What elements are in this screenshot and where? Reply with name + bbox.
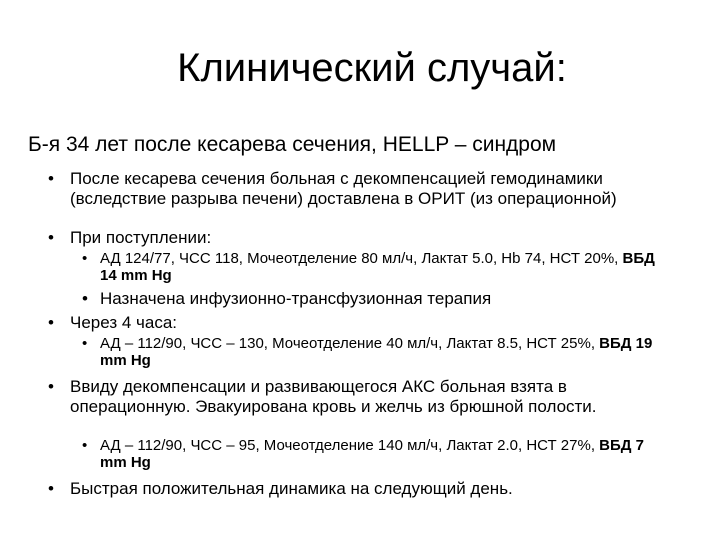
vitals-text: АД – 112/90, ЧСС – 130, Мочеотделение 40 мл/ч, Лактат 8.5, НСТ 25%, — [100, 335, 600, 352]
list-item-text: При поступлении: — [70, 228, 212, 247]
list-item — [82, 438, 672, 471]
bullet-icon: • — [48, 313, 54, 332]
vitals-text: АД – 112/90, ЧСС – 95, Мочеотделение 140 мл/ч, Лактат 2.0, НСТ 27%, — [100, 437, 600, 454]
iap-value: ВБД 7 mm Hg — [100, 437, 644, 471]
list-item — [48, 228, 678, 248]
bullet-icon: • — [82, 289, 88, 308]
list-item-text — [100, 336, 672, 369]
bullet-icon: • — [48, 479, 54, 498]
vitals-text: АД 124/77, ЧСС 118, Мочеотделение 80 мл/ч, Лактат 5.0, Hb 74, НСТ 20%, — [100, 250, 623, 267]
iap-value: ВБД 14 mm Hg — [100, 250, 655, 284]
bullet-icon: • — [48, 377, 54, 396]
list-item-text — [100, 438, 672, 471]
list-item-text: Ввиду декомпенсации и развивающегося АКС больная взята в операционную. Эвакуирована кровь и желчь из брюшной полости. — [70, 377, 597, 416]
bullet-icon: • — [82, 335, 88, 352]
bullet-icon: • — [82, 437, 88, 454]
list-item-text: Через 4 часа: — [70, 313, 178, 332]
list-item-text: Назначена инфузионно-трансфузионная терапия — [100, 289, 492, 308]
list-item-text: После кесарева сечения больная с декомпенсацией гемодинамики (вследствие разрыва печени) доставлена в ОРИТ (из операционной) — [70, 169, 617, 208]
list-item — [48, 479, 678, 499]
list-item — [82, 251, 672, 284]
list-item-text — [100, 251, 672, 284]
list-item — [48, 377, 678, 416]
bullet-icon: • — [48, 169, 54, 188]
slide-title: Клинический случай: — [177, 46, 567, 90]
list-item — [82, 336, 672, 369]
bullet-icon: • — [48, 228, 54, 247]
list-item-text: Быстрая положительная динамика на следующий день. — [70, 479, 513, 498]
iap-value: ВБД 19 mm Hg — [100, 335, 653, 369]
list-item — [48, 313, 678, 333]
list-item — [48, 169, 678, 208]
bullet-icon: • — [82, 250, 88, 267]
list-item — [82, 289, 672, 309]
slide-subtitle: Б-я 34 лет после кесарева сечения, HELLP – синдром — [28, 133, 557, 156]
